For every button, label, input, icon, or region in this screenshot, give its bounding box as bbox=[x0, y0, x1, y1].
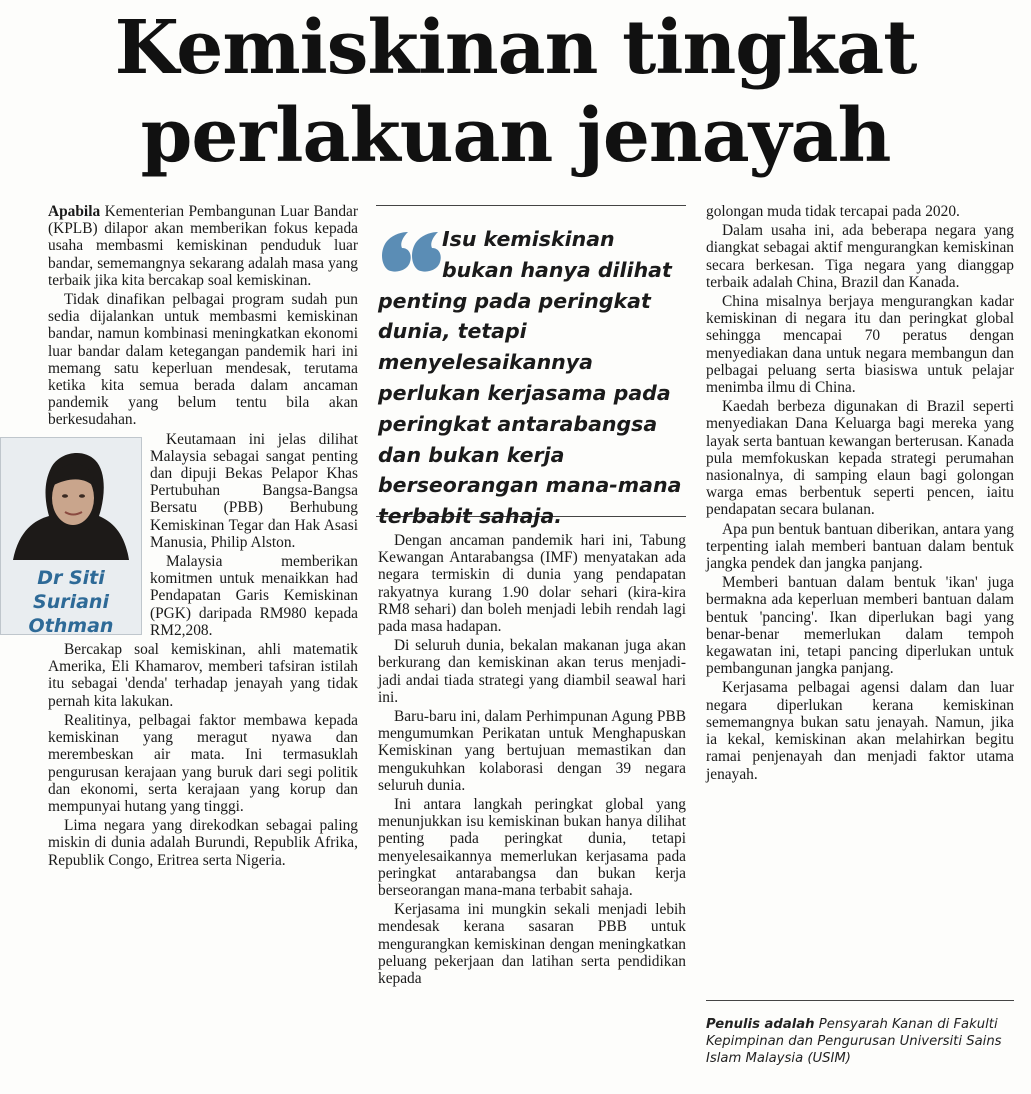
pull-quote-text: Isu kemiskinan bukan hanya dilihat penting pada peringkat dunia, tetapi menyelesaikannya perlukan kerjasama pada peringkat antarabangsa dan bukan kerja berseorangan mana-mana terbabit sahaja. bbox=[378, 227, 682, 529]
paragraph: Kerjasama pelbagai agensi dalam dan luar negara diperlukan kerana kemiskinan sememangnya bukan satu jenayah. Namun, jika ia kekal, kemiskinan akan melahirkan begitu ramai penjenayah dan menjadi faktor utama jenayah. bbox=[706, 679, 1014, 783]
paragraph: Apa pun bentuk bantuan diberikan, antara yang terpenting ialah memberi bantuan dalam bentuk jangka pendek dan jangka panjang. bbox=[706, 520, 1014, 573]
paragraph: Ini antara langkah peringkat global yang menunjukkan isu kemiskinan bukan hanya dilihat penting pada peringkat dunia, tetapi menyelesaikannya memerlukan kerjasama pada peringkat antarabangsa dan bukan kerja berseorangan mana-mana terbabit sahaja. bbox=[378, 796, 686, 900]
headline bbox=[0, 4, 1031, 180]
paragraph: Kerjasama ini mungkin sekali menjadi lebih mendesak kerana sasaran PBB untuk mengurangkan kemiskinan dengan meningkatkan peluang pekerjaan dan latihan serta pendidikan kepada bbox=[378, 901, 686, 988]
article-column-2 bbox=[378, 532, 686, 989]
paragraph: Apabila Kementerian Pembangunan Luar Bandar (KPLB) dilapor akan memberikan fokus kepada usaha membasmi kemiskinan penduduk luar bandar, sememangnya sekarang adalah masa yang terbaik jika kita bercakap soal kemiskinan. bbox=[48, 203, 358, 289]
paragraph: Realitinya, pelbagai faktor membawa kepada kemiskinan yang meragut nyawa dan merembeskan air mata. Ini termasuklah pengurusan kerajaan yang buruk dari segi politik dan ekonomi, serta kerajaan yang korup dan mempunyai hutang yang tinggi. bbox=[48, 711, 358, 815]
lead-word: Apabila bbox=[48, 203, 101, 220]
author-photo bbox=[0, 437, 142, 635]
paragraph: Dalam usaha ini, ada beberapa negara yang diangkat sebagai aktif mengurangkan kemiskinan secara berkesan. Tiga negara yang dianggap terbaik adalah China, Brazil dan Kanada. bbox=[706, 222, 1014, 291]
author-note bbox=[706, 1016, 1014, 1067]
paragraph: Baru-baru ini, dalam Perhimpunan Agung PBB mengumumkan Perikatan untuk Menghapuskan Kemiskinan yang bertujuan memastikan dan mengukuhkan kolaborasi dengan 39 negara seluruh dunia. bbox=[378, 708, 686, 794]
paragraph: Lima negara yang direkodkan sebagai paling miskin di dunia adalah Burundi, Republik Afrika, Republik Congo, Eritrea serta Nigeria. bbox=[48, 817, 358, 869]
paragraph: Tidak dinafikan pelbagai program sudah pun sedia dijalankan untuk membasmi kemiskinan bandar, namun kombinasi meningkatkan ekonomi luar bandar dalam ketegangan pandemik hari ini memang satu keperluan mendesak, terutama ketika kita semua berada dalam ancaman pandemik yang belum tentu bila akan berkesudahan. bbox=[48, 291, 358, 429]
author-name-caption: Dr Siti Suriani Othman bbox=[28, 566, 114, 637]
paragraph: Malaysia memberikan komitmen untuk menaikkan had Pendapatan Garis Kemiskinan (PGK) daripada RM980 kepada RM2,208. bbox=[150, 553, 358, 639]
paragraph: Memberi bantuan dalam bentuk 'ikan' juga bermakna ada keperluan memberi bantuan dalam bentuk 'pancing'. Ikan diperlukan bagi yang benar-benar memerlukan dalam tempoh kegawatan ini, tetapi pancing diperlukan untuk pembangunan jangka panjang. bbox=[706, 574, 1014, 678]
author-note-text: Pensyarah Kanan di Fakulti Kepimpinan dan Pengurusan Universiti Sains Islam Malaysia (USIM) bbox=[706, 1017, 1002, 1066]
author-note-divider bbox=[706, 1000, 1014, 1001]
article-column-3 bbox=[706, 203, 1014, 785]
paragraph: golongan muda tidak tercapai pada 2020. bbox=[706, 203, 960, 220]
headline-line-1: Kemiskinan tingkat bbox=[114, 5, 917, 91]
author-note-label: Penulis adalah bbox=[706, 1017, 815, 1032]
paragraph: Bercakap soal kemiskinan, ahli matematik Amerika, Eli Khamarov, memberi tafsiran istilah itu sebagai 'denda' terhadap jenayah yang tidak pernah kita lakukan. bbox=[48, 641, 358, 710]
paragraph: Dengan ancaman pandemik hari ini, Tabung Kewangan Antarabangsa (IMF) menyatakan ada negara termiskin di dunia yang pendapatan rakyatnya kurang 1.90 dolar sehari (kira-kira RM8 sehari) dan boleh menjadi lebih rendah lagi pada masa hadapan. bbox=[378, 532, 686, 636]
paragraph: Di seluruh dunia, bekalan makanan juga akan berkurang dan kemiskinan akan terus menjadi-jadi andai tiada strategi yang diambil seawal hari ini. bbox=[378, 637, 686, 706]
article-column-1 bbox=[28, 203, 358, 871]
headline-line-2: perlakuan jenayah bbox=[140, 93, 891, 179]
paragraph: China misalnya berjaya mengurangkan kadar kemiskinan di negara itu dan peringkat global sehingga mencapai 70 peratus dengan menyediakan dana untuk negara membangun dan pelbagai peluang serta biasiswa untuk pelajar menimba ilmu di China. bbox=[706, 293, 1014, 397]
paragraph: Kaedah berbeza digunakan di Brazil seperti menyediakan Dana Keluarga bagi mereka yang layak serta bantuan kewangan berterusan. Kanada pula memfokuskan kepada strategi perumahan nasionalnya, di samping elaun bagi golongan warga emas berbentuk seperti pencen, iaitu pendapatan secara bulanan. bbox=[706, 398, 1014, 519]
paragraph: Keutamaan ini jelas dilihat Malaysia sebagai sangat penting dan dipuji Bekas Pelapor Khas Pertubuhan Bangsa-Bangsa Bersatu (PBB) Berhubung Kemiskinan Tegar dan Hak Asasi Manusia, Philip Alston. bbox=[150, 430, 358, 551]
pull-quote bbox=[376, 205, 686, 529]
